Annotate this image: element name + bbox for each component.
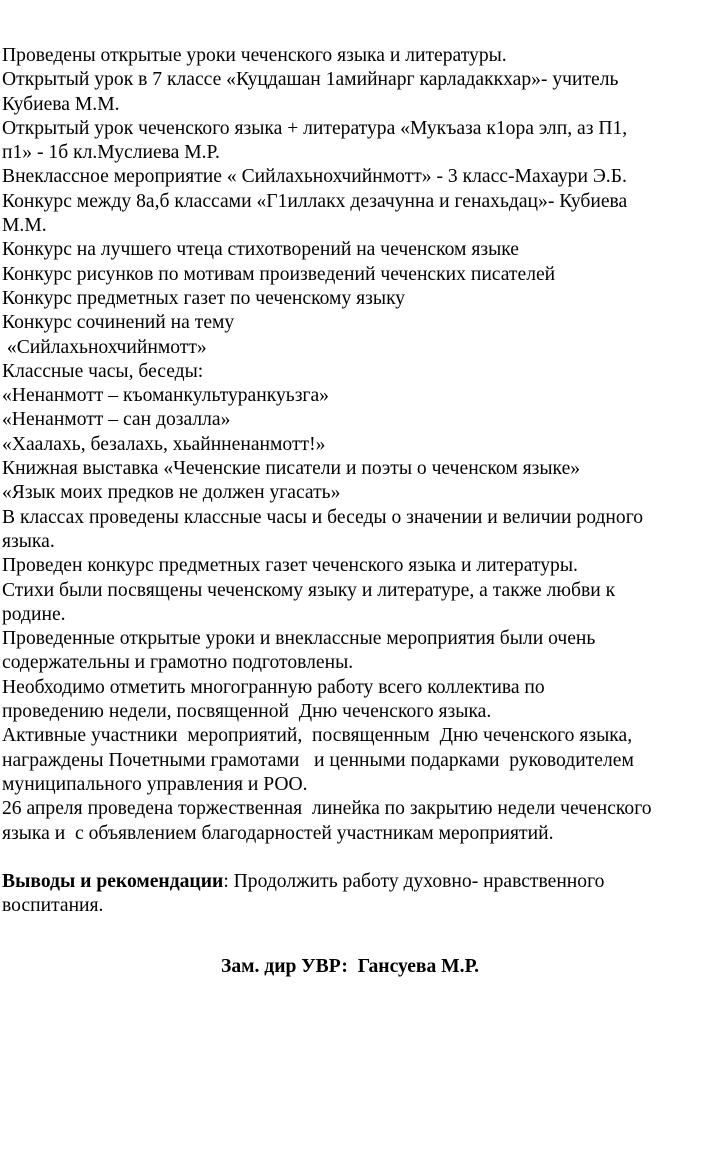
text-line: Стихи были посвящены чеченскому языку и литературе, а также любви к <box>2 579 616 601</box>
text-line: «Хаалахь, безалахь, хьайнненанмотт!» <box>2 433 326 455</box>
text-line: языка. <box>2 530 55 552</box>
text-line: содержательны и грамотно подготовлены. <box>2 652 354 674</box>
text-line: Книжная выставка «Чеченские писатели и поэты о чеченском языке» <box>2 458 581 480</box>
blank-line <box>2 943 698 955</box>
conclusion-paragraph <box>2 870 698 894</box>
text-line: Кубиева М.М. <box>2 93 120 115</box>
text-line: п1» - 1б кл.Муслиева М.Р. <box>2 142 220 164</box>
text-line: Конкурс сочинений на тему <box>2 312 235 334</box>
text-line: Активные участники мероприятий, посвященным Дню чеченского языка, <box>2 725 633 747</box>
text-line: Необходимо отметить многогранную работу всего коллектива по <box>2 676 545 698</box>
text-line: Внеклассное мероприятие « Сийлахьнохчийнмотт» - 3 класс-Махаури Э.Б. <box>2 166 627 188</box>
text-line: проведению недели, посвященной Дню чеченского языка. <box>2 701 492 723</box>
blank-line <box>2 919 698 943</box>
text-line: «Ненанмотт – сан дозалла» <box>2 409 231 431</box>
text-line: 26 апреля проведена торжественная линейка по закрытию недели чеченского <box>2 798 652 820</box>
text-line: языка и с объявлением благодарностей участникам мероприятий. <box>2 822 554 844</box>
text-line: муниципального управления и РОО. <box>2 773 308 795</box>
text-line: В классах проведены классные часы и беседы о значении и величии родного <box>2 506 644 528</box>
document-body <box>2 44 698 979</box>
text-line: Проведен конкурс предметных газет чеченского языка и литературы. <box>2 555 578 577</box>
text-line: Конкурс на лучшего чтеца стихотворений на чеченском языке <box>2 239 519 261</box>
conclusion-text: : Продолжить работу духовно- нравственного <box>223 871 605 893</box>
text-line: родине. <box>2 603 66 625</box>
conclusion-text-continued: воспитания. <box>2 895 104 917</box>
signature-line: Зам. дир УВР: Гансуева М.Р. <box>221 955 479 977</box>
text-line: Конкурс между 8а,б классами «Г1иллакх дезачунна и генахьдац»- Кубиева <box>2 190 628 212</box>
text-line: М.М. <box>2 215 47 237</box>
text-line: Классные часы, беседы: <box>2 360 204 382</box>
text-line: Открытый урок в 7 классе «Куцдашан 1амийнарг карладаккхар»- учитель <box>2 69 619 91</box>
text-line: Конкурс рисунков по мотивам произведений чеченских писателей <box>2 263 556 285</box>
text-line: Проведены открытые уроки чеченского языка и литературы. <box>2 45 507 66</box>
conclusion-label: Выводы и рекомендации <box>2 871 224 893</box>
text-line: Конкурс предметных газет по чеченскому языку <box>2 287 406 309</box>
blank-line <box>2 846 698 870</box>
text-line: Проведенные открытые уроки и внеклассные мероприятия были очень <box>2 628 596 650</box>
text-line: «Язык моих предков не должен угасать» <box>2 482 341 504</box>
text-line: «Ненанмотт – къоманкультуранкуьзга» <box>2 385 329 407</box>
text-line: награждены Почетными грамотами и ценными подарками руководителем <box>2 749 634 771</box>
text-line: «Сийлахьнохчийнмотт» <box>2 336 207 358</box>
text-line: Открытый урок чеченского языка + литература «Мукъаза к1ора элп, аз П1, <box>2 117 628 139</box>
